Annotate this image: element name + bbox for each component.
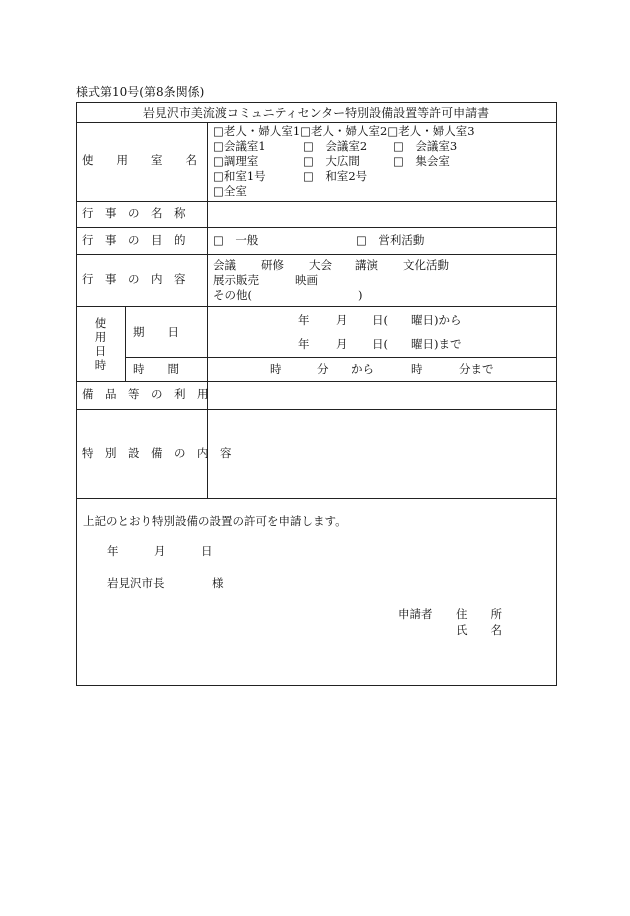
application-month[interactable]: 月 — [154, 544, 166, 558]
content-option[interactable]: 講演 — [355, 258, 378, 272]
date-label: 期 日 — [133, 325, 179, 339]
honorific: 様 — [212, 576, 224, 590]
content-option[interactable]: 会議 — [213, 258, 236, 272]
special-label: 特 別 設 備 の 内 容 — [82, 446, 232, 460]
time-start-minute[interactable]: 分 — [317, 362, 329, 376]
content-option[interactable]: 文化活動 — [403, 258, 449, 272]
event-name-label: 行 事 の 名 称 — [82, 206, 186, 220]
period-char: 使 — [94, 316, 107, 330]
date-to-year[interactable]: 年 — [298, 337, 310, 351]
period-char: 時 — [94, 358, 107, 372]
equipment-label: 備 品 等 の 利 用 — [82, 387, 209, 401]
event-name-field[interactable] — [210, 203, 554, 225]
time-end-minute[interactable]: 分まで — [459, 362, 494, 376]
date-from-day[interactable]: 日( — [372, 313, 388, 327]
date-to-day[interactable]: 日( — [372, 337, 388, 351]
room-option[interactable]: □調理室 — [213, 154, 259, 168]
time-label: 時 間 — [133, 362, 179, 376]
time-end-hour[interactable]: 時 — [411, 362, 423, 376]
room-option[interactable]: □ 集会室 — [393, 154, 450, 168]
special-field[interactable] — [210, 412, 554, 496]
content-option[interactable]: 展示販売 — [213, 273, 259, 287]
date-from-weekday[interactable]: 曜日)から — [411, 313, 462, 327]
period-char: 日 — [94, 344, 107, 358]
date-to-month[interactable]: 月 — [336, 337, 348, 351]
time-from: から — [351, 362, 374, 376]
date-to-weekday[interactable]: 曜日)まで — [411, 337, 462, 351]
purpose-option-commercial[interactable]: □ 営利活動 — [356, 233, 425, 247]
application-day[interactable]: 日 — [201, 544, 213, 558]
purpose-option-general[interactable]: □ 一般 — [213, 233, 259, 247]
content-option[interactable]: 研修 — [261, 258, 284, 272]
application-statement: 上記のとおり特別設備の設置の許可を申請します。 — [83, 514, 347, 528]
form-title: 岩見沢市美流渡コミュニティセンター特別設備設置等許可申請書 — [142, 106, 490, 120]
time-start-hour[interactable]: 時 — [270, 362, 282, 376]
address-label: 住 所 — [456, 607, 502, 621]
room-option[interactable]: □ 大広間 — [303, 154, 360, 168]
content-other-open[interactable]: その他( — [213, 288, 252, 302]
equipment-field[interactable] — [210, 384, 554, 406]
room-option[interactable]: □ 和室2号 — [303, 169, 368, 183]
period-char: 用 — [94, 330, 107, 344]
purpose-label: 行 事 の 目 的 — [82, 233, 186, 247]
applicant-label: 申請者 — [398, 607, 433, 621]
room-label: 使 用 室 名 — [82, 153, 197, 167]
content-option[interactable]: 大会 — [309, 258, 332, 272]
date-from-year[interactable]: 年 — [298, 313, 310, 327]
content-other-close: ) — [358, 288, 363, 302]
addressee: 岩見沢市長 — [107, 576, 165, 590]
room-option[interactable]: □会議室1 — [213, 139, 266, 153]
room-option[interactable]: □和室1号 — [213, 169, 266, 183]
date-from-month[interactable]: 月 — [336, 313, 348, 327]
room-option[interactable]: □全室 — [213, 184, 247, 198]
content-label: 行 事 の 内 容 — [82, 272, 186, 286]
name-label: 氏 名 — [456, 623, 502, 637]
period-group-label — [76, 316, 125, 372]
room-option[interactable]: □老人・婦人室1□老人・婦人室2□老人・婦人室3 — [213, 124, 475, 138]
content-option[interactable]: 映画 — [295, 273, 318, 287]
room-option[interactable]: □ 会議室2 — [303, 139, 368, 153]
application-year[interactable]: 年 — [107, 544, 119, 558]
room-option[interactable]: □ 会議室3 — [393, 139, 458, 153]
form-code: 様式第10号(第8条関係) — [76, 85, 205, 99]
